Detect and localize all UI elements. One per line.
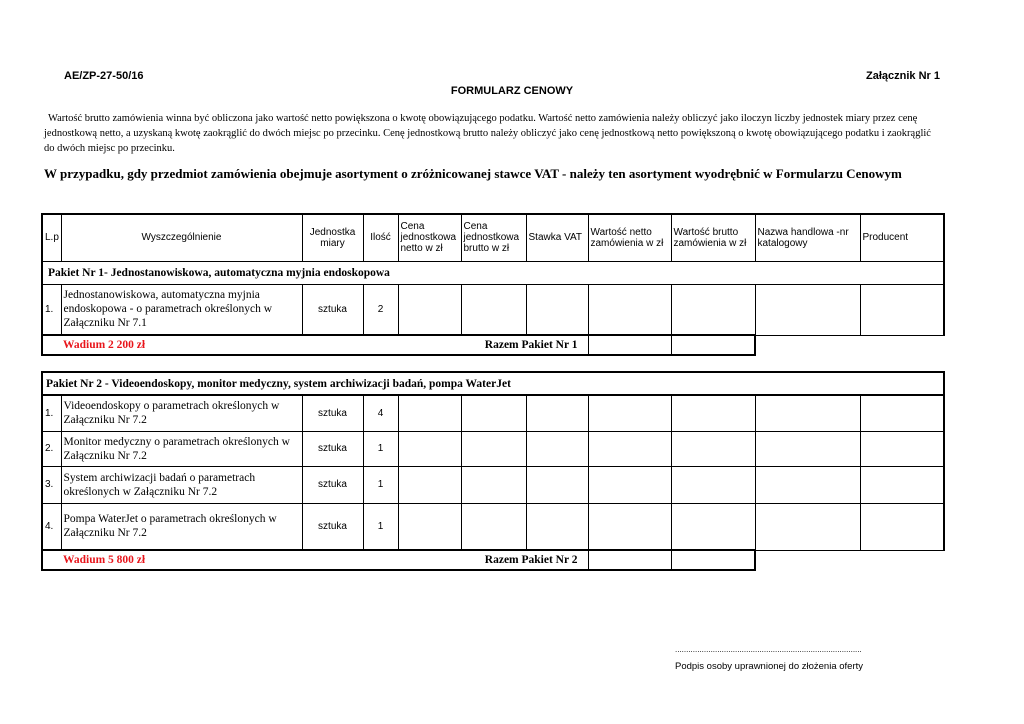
- row-qty: 4: [363, 395, 398, 431]
- row-unit: sztuka: [302, 466, 363, 503]
- page-title: FORMULARZ CENOWY: [450, 85, 574, 97]
- intro-text: Wartość brutto zamówienia winna być obliczona jako wartość netto powiększona o kwotę obowiązującego podatku. Wartość netto zamówienia należy obliczyć jako iloczyn liczby jednostek miary przez cenę jednostkową netto, a uzyskaną kwotę zaokrąglić do dwóch miejsc po przecinku. Cenę jednostkową brutto należy obliczyć jako cenę jednostkową netto powiększoną o kwotę obowiązującego podatku i zaokrąglić do dwóch miejsc po przecinku.: [44, 113, 931, 154]
- input-trade-name[interactable]: [755, 503, 860, 550]
- package1-table: [41, 213, 945, 356]
- package2-title: Pakiet Nr 2 - Videoendoskopy, monitor medyczny, system archiwizacji badań, pompa WaterJet: [42, 372, 944, 395]
- input-total-gross[interactable]: [671, 395, 755, 431]
- package2-total-net[interactable]: [588, 550, 671, 570]
- input-unit-net[interactable]: [398, 395, 461, 431]
- input-total-net[interactable]: [588, 466, 671, 503]
- input-unit-net[interactable]: [398, 503, 461, 550]
- package1-total-label: Razem Pakiet Nr 1: [398, 335, 588, 355]
- row-unit: sztuka: [302, 284, 363, 335]
- input-producer[interactable]: [860, 395, 944, 431]
- row-item: Jednostanowiskowa, automatyczna myjnia endoskopowa - o parametrach określonych w Załączniku Nr 7.1: [61, 284, 302, 335]
- package1-title-row: [42, 261, 944, 284]
- col-producer: Producent: [860, 214, 944, 261]
- input-vat[interactable]: [526, 395, 588, 431]
- input-total-net[interactable]: [588, 431, 671, 466]
- input-unit-gross[interactable]: [461, 431, 526, 466]
- row-qty: 1: [363, 431, 398, 466]
- table-row: [42, 503, 944, 550]
- table-row: [42, 395, 944, 431]
- col-lp: L.p: [42, 214, 61, 261]
- row-qty: 1: [363, 466, 398, 503]
- package1-total-net[interactable]: [588, 335, 671, 355]
- package2-total-gross[interactable]: [671, 550, 755, 570]
- package1-summary-row: [42, 335, 944, 355]
- col-total-net: Wartość netto zamówienia w zł: [588, 214, 671, 261]
- package2-total-label: Razem Pakiet Nr 2: [398, 550, 588, 570]
- col-item: Wyszczególnienie: [61, 214, 302, 261]
- input-vat[interactable]: [526, 284, 588, 335]
- input-unit-net[interactable]: [398, 466, 461, 503]
- col-trade-name: Nazwa handlowa -nr katalogowy: [755, 214, 860, 261]
- row-lp: 2.: [42, 431, 61, 466]
- package2-summary-row: [42, 550, 944, 570]
- table-row: [42, 284, 944, 335]
- intro-text-block: [44, 111, 944, 156]
- package1-wadium: Wadium 2 200 zł: [42, 335, 398, 355]
- input-total-gross[interactable]: [671, 466, 755, 503]
- row-lp: 1.: [42, 395, 61, 431]
- input-trade-name[interactable]: [755, 466, 860, 503]
- package1-total-gross[interactable]: [671, 335, 755, 355]
- signature-line: ....................................................................................: [675, 645, 862, 654]
- col-qty: Ilość: [363, 214, 398, 261]
- input-total-gross[interactable]: [671, 431, 755, 466]
- vat-notice: W przypadku, gdy przedmiot zamówienia obejmuje asortyment o zróżnicowanej stawce VAT - należy ten asortyment wyodrębnić w Formularzu Cenowym: [44, 166, 902, 181]
- row-unit: sztuka: [302, 431, 363, 466]
- input-total-net[interactable]: [588, 284, 671, 335]
- input-unit-gross[interactable]: [461, 503, 526, 550]
- row-qty: 2: [363, 284, 398, 335]
- input-vat[interactable]: [526, 466, 588, 503]
- package2-table: [41, 371, 945, 571]
- input-total-gross[interactable]: [671, 284, 755, 335]
- row-lp: 1.: [42, 284, 61, 335]
- input-unit-gross[interactable]: [461, 395, 526, 431]
- header-row: [42, 214, 944, 261]
- input-vat[interactable]: [526, 503, 588, 550]
- input-producer[interactable]: [860, 431, 944, 466]
- input-total-gross[interactable]: [671, 503, 755, 550]
- input-producer[interactable]: [860, 284, 944, 335]
- input-total-net[interactable]: [588, 395, 671, 431]
- col-unit: Jednostka miary: [302, 214, 363, 261]
- input-unit-gross[interactable]: [461, 466, 526, 503]
- input-unit-net[interactable]: [398, 284, 461, 335]
- input-total-net[interactable]: [588, 503, 671, 550]
- package1-title: Pakiet Nr 1- Jednostanowiskowa, automatyczna myjnia endoskopowa: [42, 261, 944, 284]
- reference-number: AE/ZP-27-50/16: [64, 70, 144, 82]
- row-item: Pompa WaterJet o parametrach określonych w Załączniku Nr 7.2: [61, 503, 302, 550]
- row-item: System archiwizacji badań o parametrach określonych w Załączniku Nr 7.2: [61, 466, 302, 503]
- row-item: Videoendoskopy o parametrach określonych w Załączniku Nr 7.2: [61, 395, 302, 431]
- input-trade-name[interactable]: [755, 284, 860, 335]
- row-unit: sztuka: [302, 503, 363, 550]
- package2-title-row: [42, 372, 944, 395]
- input-unit-gross[interactable]: [461, 284, 526, 335]
- signature-label: Podpis osoby uprawnionej do złożenia oferty: [675, 661, 864, 672]
- row-qty: 1: [363, 503, 398, 550]
- input-trade-name[interactable]: [755, 431, 860, 466]
- row-item: Monitor medyczny o parametrach określonych w Załączniku Nr 7.2: [61, 431, 302, 466]
- input-producer[interactable]: [860, 503, 944, 550]
- row-unit: sztuka: [302, 395, 363, 431]
- input-producer[interactable]: [860, 466, 944, 503]
- col-vat: Stawka VAT: [526, 214, 588, 261]
- col-unit-net: Cena jednostkowa netto w zł: [398, 214, 461, 261]
- table-row: [42, 431, 944, 466]
- col-total-gross: Wartość brutto zamówienia w zł: [671, 214, 755, 261]
- input-vat[interactable]: [526, 431, 588, 466]
- input-trade-name[interactable]: [755, 395, 860, 431]
- input-unit-net[interactable]: [398, 431, 461, 466]
- table-row: [42, 466, 944, 503]
- row-lp: 3.: [42, 466, 61, 503]
- package2-wadium: Wadium 5 800 zł: [42, 550, 398, 570]
- attachment-label: Załącznik Nr 1: [866, 70, 940, 82]
- col-unit-gross: Cena jednostkowa brutto w zł: [461, 214, 526, 261]
- row-lp: 4.: [42, 503, 61, 550]
